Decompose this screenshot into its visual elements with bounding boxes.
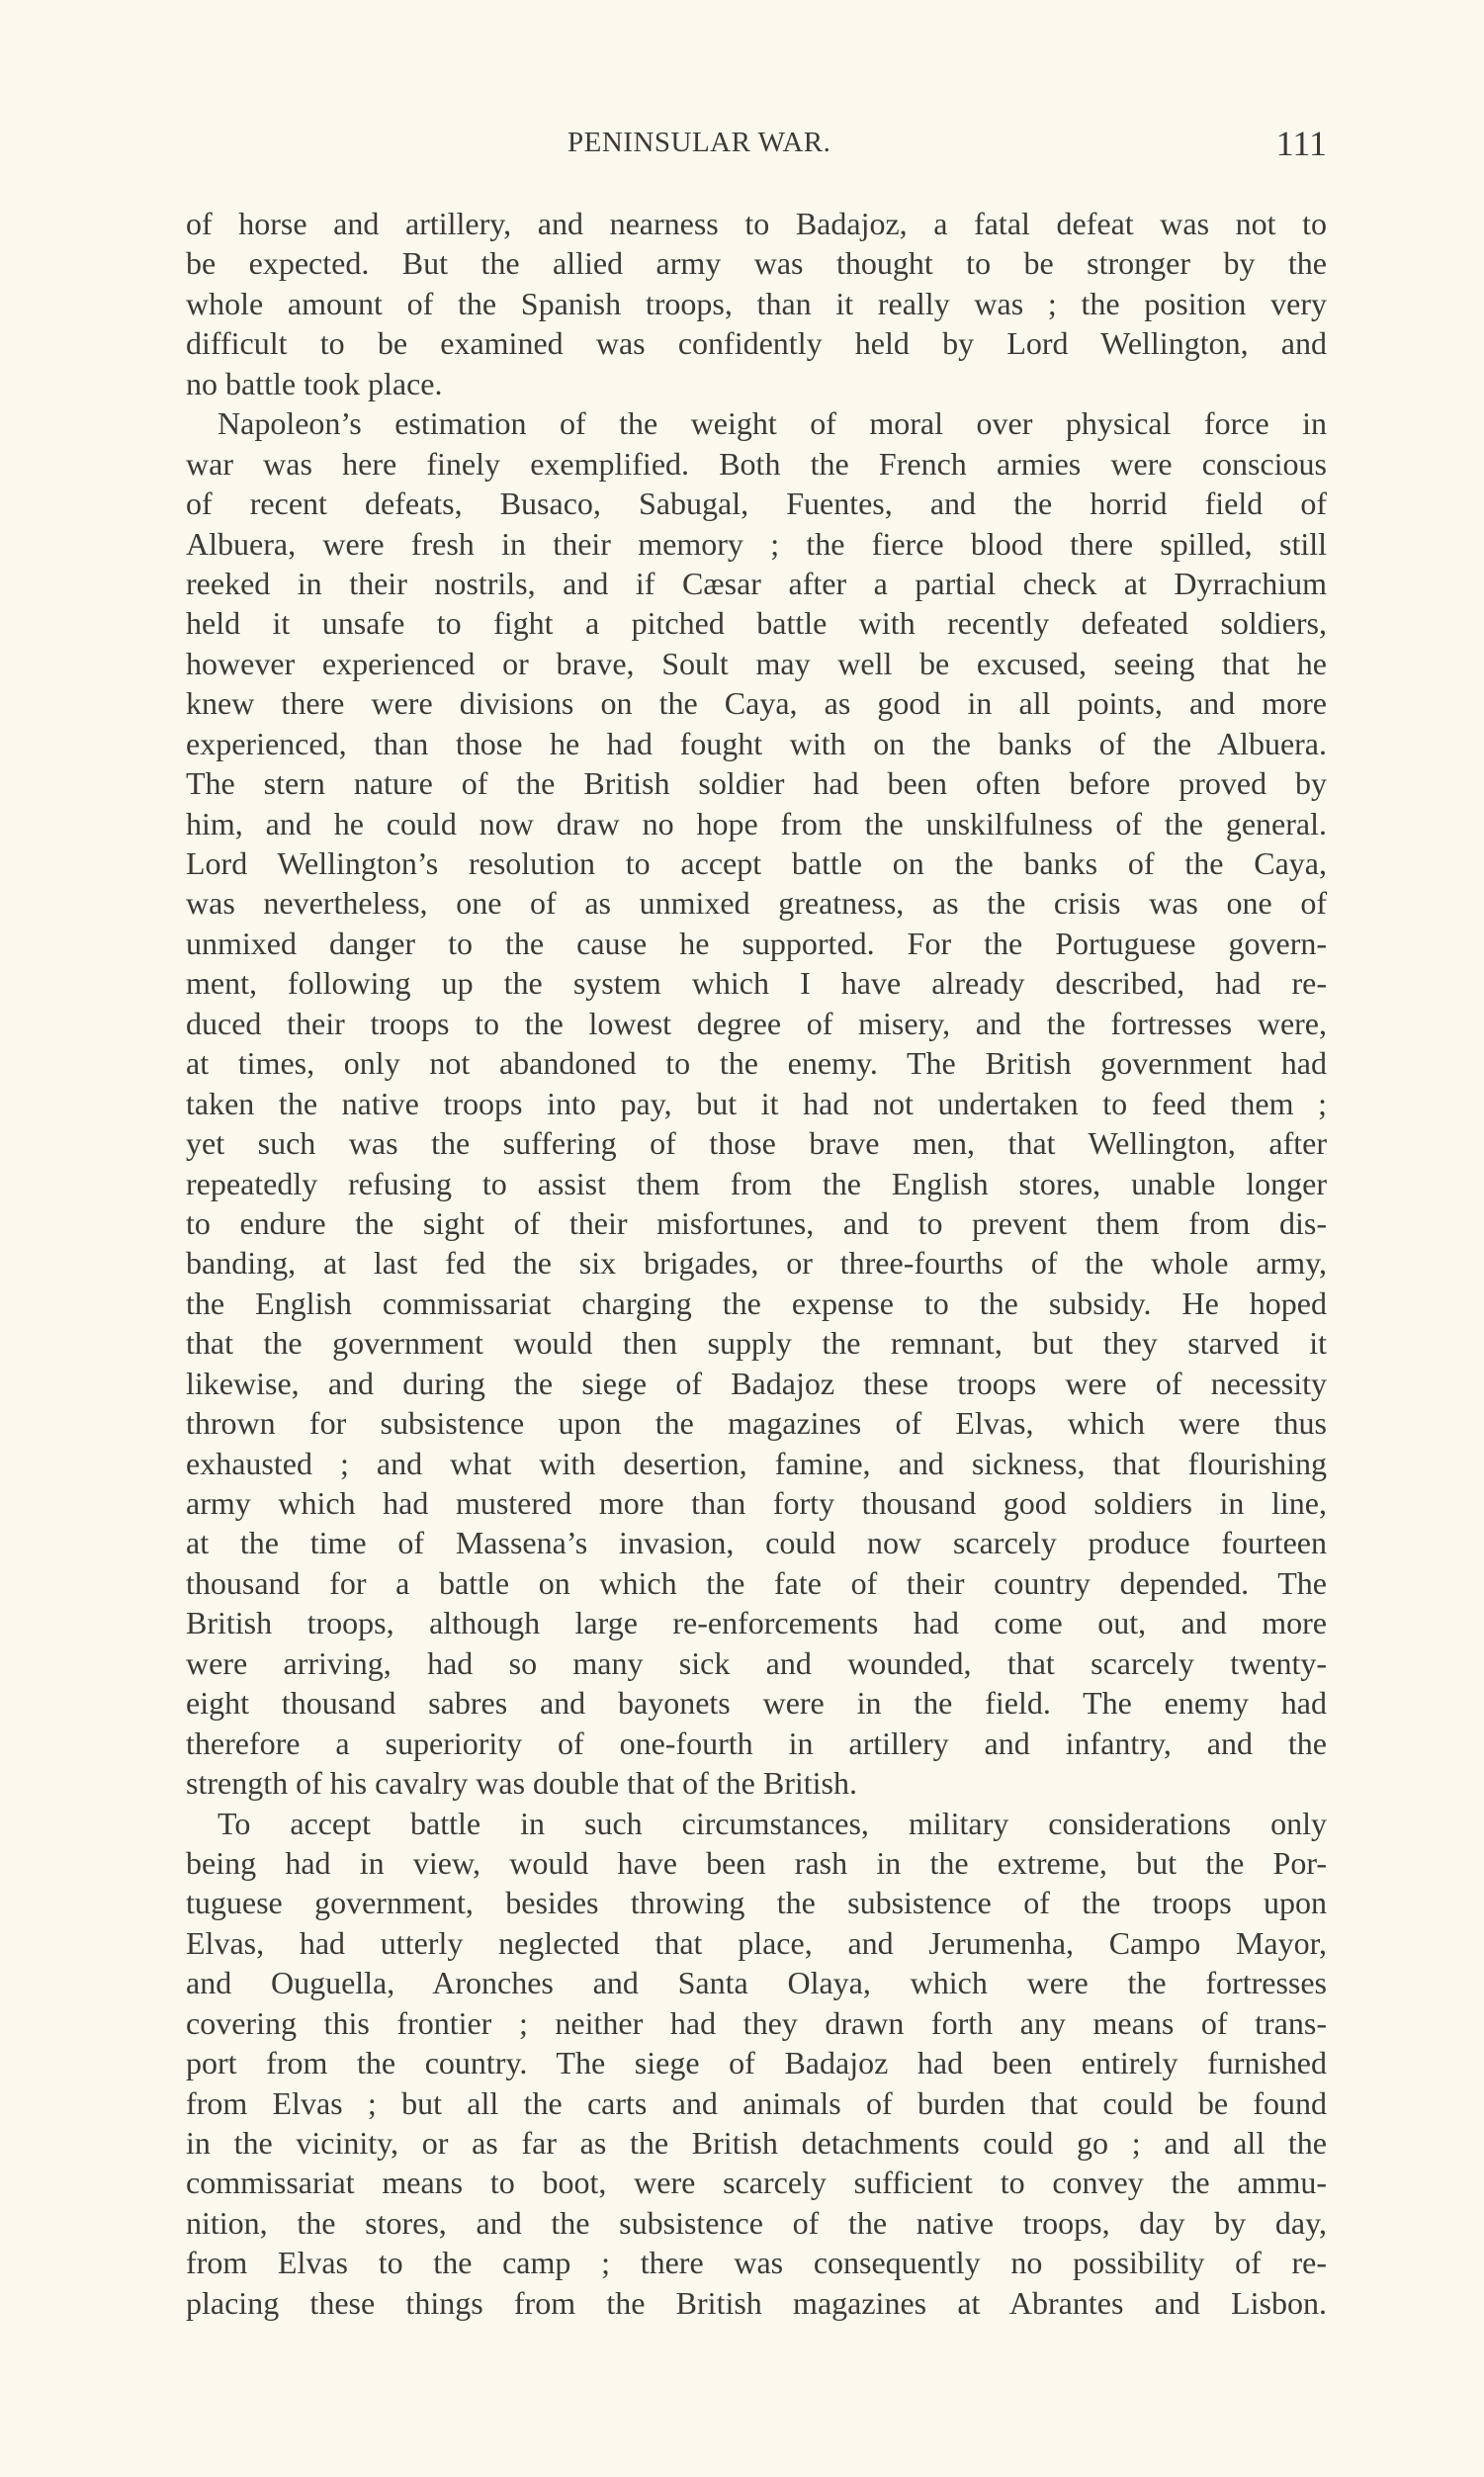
- text-line: ment, following up the system which I have already described, had re-: [186, 965, 1327, 1002]
- text-line: him, and he could now draw no hope from the unskilfulness of the general.: [186, 805, 1327, 841]
- text-line: port from the country. The siege of Badajoz had been entirely furnished: [186, 2045, 1327, 2081]
- text-line: that the government would then supply the remnant, but they starved it: [186, 1325, 1327, 1362]
- text-line: exhausted ; and what with desertion, famine, and sickness, that flourishing: [186, 1445, 1327, 1481]
- text-line: duced their troops to the lowest degree of misery, and the fortresses were,: [186, 1005, 1327, 1041]
- text-line: army which had mustered more than forty thousand good soldiers in line,: [186, 1485, 1327, 1521]
- text-line: Napoleon’s estimation of the weight of moral over physical force in: [218, 405, 1327, 442]
- text-line: war was here finely exemplified. Both the French armies were conscious: [186, 445, 1327, 482]
- page-number: 111: [1275, 124, 1327, 163]
- text-line: repeatedly refusing to assist them from the English stores, unable longer: [186, 1165, 1327, 1201]
- text-line: difficult to be examined was confidently held by Lord Wellington, and: [186, 325, 1327, 362]
- text-line: Lord Wellington’s resolution to accept battle on the banks of the Caya,: [186, 845, 1327, 881]
- text-line: experienced, than those he had fought with on the banks of the Albuera.: [186, 725, 1327, 761]
- text-line: unmixed danger to the cause he supported. For the Portuguese govern-: [186, 925, 1327, 961]
- text-line: be expected. But the allied army was thought to be stronger by the: [186, 245, 1327, 282]
- text-line: taken the native troops into pay, but it had not undertaken to feed them ;: [186, 1085, 1327, 1121]
- text-line: at the time of Massena’s invasion, could now scarcely produce fourteen: [186, 1525, 1327, 1561]
- text-line: of horse and artillery, and nearness to Badajoz, a fatal defeat was not to: [186, 206, 1327, 241]
- text-line: The stern nature of the British soldier had been often before proved by: [186, 765, 1327, 802]
- text-line: likewise, and during the siege of Badajoz these troops were of necessity: [186, 1365, 1327, 1401]
- body-text: [186, 204, 1327, 2323]
- text-line: being had in view, would have been rash in the extreme, but the Por-: [186, 1844, 1327, 1881]
- text-line: yet such was the suffering of those brave men, that Wellington, after: [186, 1125, 1327, 1162]
- text-line: and Ouguella, Aronches and Santa Olaya, which were the fortresses: [186, 1965, 1327, 2001]
- text-line: British troops, although large re-enforcements had come out, and more: [186, 1605, 1327, 1641]
- text-line: thrown for subsistence upon the magazines of Elvas, which were thus: [186, 1405, 1327, 1442]
- text-line: was nevertheless, one of as unmixed greatness, as the crisis was one of: [186, 885, 1327, 922]
- text-line: To accept battle in such circumstances, military considerations only: [218, 1805, 1327, 1841]
- text-line: held it unsafe to fight a pitched battle with recently defeated soldiers,: [186, 605, 1327, 642]
- text-line: from Elvas ; but all the carts and animals of burden that could be found: [186, 2084, 1327, 2121]
- text-line: of recent defeats, Busaco, Sabugal, Fuentes, and the horrid field of: [186, 486, 1327, 522]
- text-line: to endure the sight of their misfortunes, and to prevent them from dis-: [186, 1204, 1327, 1241]
- text-line: the English commissariat charging the expense to the subsidy. He hoped: [186, 1284, 1327, 1321]
- text-line: Elvas, had utterly neglected that place, and Jerumenha, Campo Mayor,: [186, 1924, 1327, 1961]
- text-line: eight thousand sabres and bayonets were in the field. The enemy had: [186, 1685, 1327, 1722]
- paragraph: [186, 204, 1327, 403]
- text-line: placing these things from the British magazines at Abrantes and Lisbon.: [186, 2284, 1327, 2321]
- text-line: tuguese government, besides throwing the subsistence of the troops upon: [186, 1885, 1327, 1921]
- text-line: whole amount of the Spanish troops, than it really was ; the position very: [186, 285, 1327, 321]
- text-line: nition, the stores, and the subsistence of the native troops, day by day,: [186, 2204, 1327, 2241]
- text-line: banding, at last fed the six brigades, or three-fourths of the whole army,: [186, 1245, 1327, 1282]
- text-line: no battle took place.: [186, 365, 443, 401]
- text-line: knew there were divisions on the Caya, as good in all points, and more: [186, 685, 1327, 722]
- running-title: PENINSULAR WAR.: [567, 127, 831, 158]
- paragraph: [186, 1804, 1327, 2324]
- text-line: from Elvas to the camp ; there was consequently no possibility of re-: [186, 2245, 1327, 2281]
- paragraph: [186, 403, 1327, 1803]
- text-line: in the vicinity, or as far as the British detachments could go ; and all the: [186, 2125, 1327, 2161]
- text-line: thousand for a battle on which the fate of their country depended. The: [186, 1564, 1327, 1601]
- text-line: Albuera, were fresh in their memory ; the fierce blood there spilled, still: [186, 525, 1327, 562]
- text-line: at times, only not abandoned to the enemy. The British government had: [186, 1045, 1327, 1082]
- text-line: commissariat means to boot, were scarcely sufficient to convey the ammu-: [186, 2165, 1327, 2201]
- text-line: strength of his cavalry was double that of the British.: [186, 1765, 857, 1802]
- text-line: were arriving, had so many sick and wounded, that scarcely twenty-: [186, 1644, 1327, 1681]
- text-line: therefore a superiority of one-fourth in artillery and infantry, and the: [186, 1725, 1327, 1761]
- text-line: reeked in their nostrils, and if Cæsar after a partial check at Dyrrachium: [186, 565, 1327, 601]
- text-line: however experienced or brave, Soult may well be excused, seeing that he: [186, 645, 1327, 681]
- text-line: covering this frontier ; neither had they drawn forth any means of trans-: [186, 2004, 1327, 2041]
